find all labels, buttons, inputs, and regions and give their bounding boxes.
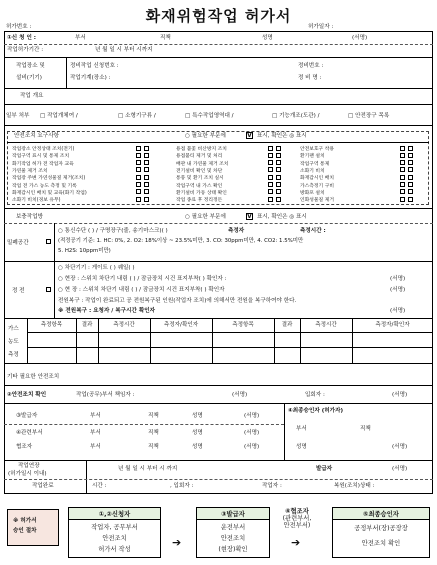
checklist-checkbox[interactable] <box>136 167 141 172</box>
checklist-checkbox[interactable] <box>144 153 149 158</box>
checklist-checkbox[interactable] <box>408 167 413 172</box>
gas-tester: 측정자 <box>228 228 245 234</box>
work-type-3: □ 특수작업영역대 / <box>185 113 234 119</box>
electric-line-2: ○ 현장 : 스위치 차단기 내림 ( ) / 잠금장치 시건 표지부착( ) 확인자 : <box>58 276 227 282</box>
safety-legend: ○ 필요한 부문에 <box>185 133 226 139</box>
checklist-item-label: 용접불티 제거 및 처리 <box>176 154 223 160</box>
checklist-item-label: 전기설비 확인 및 차단 <box>176 168 223 174</box>
flow-step-issuer-line-3: (현장)확인 <box>218 546 248 553</box>
checklist-checkbox[interactable] <box>408 189 413 194</box>
maint-number: 정비번호 : <box>298 63 324 69</box>
checklist-checkbox[interactable] <box>268 197 273 202</box>
gas-table-header: 측정시간 <box>315 322 337 328</box>
flow-step-applicant-head: ①,②신청자 <box>69 508 160 520</box>
checklist-checkbox[interactable] <box>268 182 273 187</box>
checklist-checkbox[interactable] <box>144 197 149 202</box>
gas-table-header: 측정항목 <box>40 322 63 328</box>
issuer-name: 성명 <box>192 413 203 419</box>
checklist-checkbox[interactable] <box>136 153 141 158</box>
supervisor-legend: ○ 필요한 부문에 <box>185 214 226 220</box>
completion-time: 시간 : <box>92 483 107 489</box>
checklist-checkbox[interactable] <box>268 189 273 194</box>
checklist-item-label: 가스측정기 구비 <box>300 183 334 189</box>
approver-name: 성명 <box>296 444 307 450</box>
procedure-label-2: 승인 절차 <box>13 528 37 534</box>
extension-issuer: 발급자 <box>316 466 333 472</box>
related-name-2: 성명 <box>192 444 203 450</box>
checklist-item-label: 작업 전 가스 농도 측정 및 기록 <box>12 183 77 189</box>
completion-witness: , 입회자 : <box>170 483 194 489</box>
electric-checkbox[interactable] <box>46 287 51 292</box>
issuer-position: 직책 <box>148 413 159 419</box>
extension-text: 년 월 일 시 부터 시 까지 <box>118 466 178 472</box>
gas-table-header: 결과 <box>281 322 293 328</box>
work-type-label: 일부 처부 <box>6 113 30 119</box>
period-label: 작업허가기간 : <box>7 47 44 53</box>
applicant-name: 성명 <box>262 35 273 41</box>
checklist-item-label: 작업장 주변 가연성물질 제거(조치) <box>12 176 86 182</box>
maint-name: 정 비 명 : <box>298 75 322 81</box>
checklist-checkbox[interactable] <box>268 153 273 158</box>
gas-measure-time: 측정시간 : <box>300 228 326 234</box>
safety-confirm-text: 작업(공무)부서 책임자 : <box>76 392 135 398</box>
work-place-label-2: 설비(기기) <box>16 75 42 81</box>
checklist-checkbox[interactable] <box>400 167 405 172</box>
safety-confirm-sign: (서명) <box>232 392 248 398</box>
checklist-checkbox[interactable] <box>400 175 405 180</box>
work-equipment: 작업기계(장소) : <box>70 75 111 81</box>
checklist-checkbox[interactable] <box>276 175 281 180</box>
checklist-item-label: 화재감시인 배치 및 교육(화기 작업) <box>12 190 87 196</box>
checklist-checkbox[interactable] <box>144 160 149 165</box>
checklist-checkbox[interactable] <box>400 160 405 165</box>
checklist-checkbox[interactable] <box>144 167 149 172</box>
checklist-item-label: 가연물 제거 조치 <box>12 168 48 174</box>
checklist-checkbox[interactable] <box>276 160 281 165</box>
gas-table-header: 측정자/확인자 <box>375 322 410 328</box>
related-label: ④관련부서 <box>16 430 43 436</box>
extension-sign: (서명) <box>392 466 408 472</box>
approval-date-label: 허가일자 : <box>308 24 334 30</box>
flow-step-approver <box>332 507 430 558</box>
gas-table-label-1: 가스 <box>8 326 19 332</box>
gas-table-label-3: 측정 <box>8 352 19 358</box>
checklist-checkbox[interactable] <box>400 182 405 187</box>
work-type-4: □ 기능개조(도관) / <box>272 113 320 119</box>
checklist-checkbox[interactable] <box>400 197 405 202</box>
flow-step-approver-line-1: 공정부서(장)공장장 <box>354 525 408 532</box>
related-label-2: 협조자 <box>16 444 33 450</box>
flow-step-cooperator-head: ④협조자 <box>285 508 309 515</box>
gas-line-1: ○ 통신수단 ( ) / 구명장구(줄, 송기마스크)( ) <box>58 228 168 234</box>
checklist-checkbox[interactable] <box>268 146 273 151</box>
electric-sign-1: (서명) <box>390 276 406 282</box>
check-mark-sample: V <box>247 132 252 139</box>
permit-number-label: 허가번호 : <box>6 24 32 30</box>
checklist-checkbox[interactable] <box>144 146 149 151</box>
issuer-sign: (서명) <box>244 413 260 419</box>
safety-requirements-label: 안전조치 요구사항 <box>14 133 60 139</box>
electric-label: 정 전 <box>12 288 25 294</box>
related-dept: 부서 <box>90 430 101 436</box>
approver-dept: 부서 <box>296 426 307 432</box>
checklist-checkbox[interactable] <box>136 182 141 187</box>
checklist-item-label: 소화기 비치 <box>300 168 325 174</box>
gas-table-header: 측정자/확인자 <box>163 322 199 328</box>
flow-arrow-1: ➔ <box>172 536 182 549</box>
supervisor-legend-2: 표시, 확인은 ◎ 표시 <box>257 214 307 220</box>
flow-step-issuer <box>196 507 270 558</box>
approver-sign: (서명) <box>392 444 408 450</box>
related-position: 직책 <box>148 430 159 436</box>
confined-space-checkbox[interactable] <box>46 239 51 244</box>
related-sign: (서명) <box>244 430 260 436</box>
flow-step-applicant-line-2: 안전조치 <box>102 535 127 542</box>
gas-line-3: 5. H2S: 10ppm미만) <box>58 248 111 254</box>
work-type-5: □ 안전장구 목록 <box>348 113 390 119</box>
checklist-checkbox[interactable] <box>136 189 141 194</box>
flow-step-applicant-line-3: 허가서 작성 <box>98 546 131 553</box>
electric-line-3: ○ 현 장 : 스위치 차단기 내림 ( ) / 잠금장치 시건 표지부착( ) 확인자 <box>58 287 225 293</box>
checklist-item-label: 화재감시인 배치 <box>300 176 334 182</box>
approver-label: ④최종승인자 (허가자) <box>288 408 344 414</box>
flow-step-approver-head: ⑤최종승인자 <box>333 508 429 520</box>
checklist-checkbox[interactable] <box>268 167 273 172</box>
flow-step-applicant-line-1: 작업자, 공무부서 <box>91 524 138 531</box>
checklist-checkbox[interactable] <box>268 160 273 165</box>
work-summary-label: 작업 개요 <box>20 93 44 99</box>
checklist-checkbox[interactable] <box>276 146 281 151</box>
gas-table-header: 측정항목 <box>232 322 254 328</box>
flow-step-issuer-line-2: 안전조치 <box>220 535 246 542</box>
safety-confirm-label: ②안전조치 확인 <box>7 392 47 398</box>
checklist-item-label: 작업장소 안정상태 조치(전기) <box>12 147 75 152</box>
flow-step-approver-line-2: 안전조치 확인 <box>361 540 401 547</box>
checklist-item-label: 화기작업 허가 전 작업자 교육 <box>12 161 74 167</box>
related-sign-2: (서명) <box>244 444 260 450</box>
electric-line-1: ○ 차단기기 : 게이트 ( ) 퀘일( ) <box>58 265 135 271</box>
related-position-2: 직책 <box>148 444 159 450</box>
checklist-checkbox[interactable] <box>400 153 405 158</box>
checklist-checkbox[interactable] <box>276 189 281 194</box>
procedure-label: ※ 허가서 <box>13 518 37 524</box>
completion-worker: 작업자 : <box>262 483 282 489</box>
checklist-checkbox[interactable] <box>136 175 141 180</box>
electric-line-5: ※ 전원복구 : 요청자 / 복구시간 확인자 <box>58 308 156 314</box>
flow-step-cooperator-line-2: 안전부서) <box>283 522 311 530</box>
checklist-checkbox[interactable] <box>276 182 281 187</box>
checklist-item-label: 안전보호구 착용 <box>300 147 334 152</box>
approver-position: 직책 <box>360 426 371 432</box>
page-title: 화재위험작업 허가서 <box>145 7 292 25</box>
checklist-checkbox[interactable] <box>136 146 141 151</box>
flow-step-applicant <box>68 507 161 558</box>
flow-step-cooperator-line-1: (관련부서, <box>282 515 312 523</box>
gas-table-header: 측정시간 <box>113 322 135 328</box>
checklist-checkbox[interactable] <box>408 160 413 165</box>
checklist-item-label: 환기팬 설치 <box>300 154 325 160</box>
other-safety-label: 기타 필요한 안전조치 <box>7 374 60 380</box>
work-place-label: 작업장소 및 <box>16 63 45 69</box>
electric-sign-3: (서명) <box>390 308 406 314</box>
checklist-item-label: 작업구역 내 가스 확인 <box>176 183 223 189</box>
supervisor-label: 보충작업방 <box>16 214 44 220</box>
checklist-item-label: 통풍 및 환기 조치 실시 <box>176 176 224 182</box>
flow-step-cooperator <box>277 508 317 530</box>
checklist-checkbox[interactable] <box>136 160 141 165</box>
safety-confirm-witness: 입회자 : <box>305 392 325 398</box>
extension-label-2: (허가일시 이내) <box>8 471 47 477</box>
checklist-checkbox[interactable] <box>276 167 281 172</box>
check-mark-sample-2: V <box>247 213 252 220</box>
applicant-position: 직책 <box>160 35 171 41</box>
checklist-checkbox[interactable] <box>144 175 149 180</box>
checklist-checkbox[interactable] <box>400 146 405 151</box>
work-type-1: □ 작업개체여 / <box>40 113 78 119</box>
checklist-checkbox[interactable] <box>408 182 413 187</box>
gas-table-header: 결과 <box>81 322 93 328</box>
extension-label: 작업연장 <box>18 463 40 469</box>
completion-label: 작업완료 <box>32 483 54 489</box>
checklist-item-label: 작업 종료 후 정리정돈 <box>176 198 223 204</box>
electric-line-4: 전원복구 : 작업이 완료되고 공 전원복구된 인원(작업자 조치)에 의해서만 전원을 복구하여야 한다. <box>58 298 297 304</box>
issuer-label: ③발급자 <box>16 413 38 419</box>
flow-step-issuer-line-1: 운전부서 <box>220 524 246 531</box>
applicant-dept: 부서 <box>75 35 86 41</box>
checklist-checkbox[interactable] <box>136 197 141 202</box>
flow-step-issuer-head: ③발급자 <box>197 508 269 520</box>
related-dept-2: 부서 <box>90 444 101 450</box>
period-text: 년 월 일 시 부터 시까지 <box>95 47 153 53</box>
checklist-item-label: 배관 내 가연물 제거 조치 <box>176 161 229 167</box>
checklist-item-label: 인화성물질 제거 <box>300 198 334 204</box>
gas-table-label-2: 농도 <box>8 339 19 345</box>
flow-arrow-2: ➔ <box>291 536 301 549</box>
checklist-checkbox[interactable] <box>268 175 273 180</box>
checklist-checkbox[interactable] <box>276 153 281 158</box>
gas-line-2: (적정공기 기준: 1. HC: 0%, 2. O2: 18%이상 ~ 23.5%미만, 3. CO: 30ppm미만, 4. CO2: 1.5%미만 <box>58 238 304 244</box>
safety-confirm-sign-2: (서명) <box>392 392 408 398</box>
checklist-item-label: 방화포 설치 <box>300 190 325 196</box>
work-type-2: □ 소형기구류 / <box>118 113 156 119</box>
checklist-checkbox[interactable] <box>276 197 281 202</box>
electric-sign-2: (서명) <box>390 287 406 293</box>
checklist-checkbox[interactable] <box>400 189 405 194</box>
checklist-item-label: 작업구역 표시 및 통제 조치 <box>12 154 70 160</box>
related-name: 성명 <box>192 430 203 436</box>
issuer-dept: 부서 <box>90 413 101 419</box>
checklist-checkbox[interactable] <box>408 197 413 202</box>
checklist-checkbox[interactable] <box>408 153 413 158</box>
checklist-item-label: 소화기 비치(경보 유무) <box>12 198 61 204</box>
checklist-item-label: 환기설비 가동 상태 확인 <box>176 190 227 196</box>
checklist-checkbox[interactable] <box>144 182 149 187</box>
safety-legend-2: 표시, 확인은 ◎ 표시 <box>257 133 307 139</box>
checklist-checkbox[interactable] <box>144 189 149 194</box>
checklist-checkbox[interactable] <box>408 175 413 180</box>
checklist-checkbox[interactable] <box>408 146 413 151</box>
checklist-item-label: 용접 불꽃 비산방지 조치 <box>176 147 227 152</box>
confined-space-label: 밀폐공간 <box>7 240 29 246</box>
maint-request-no: 정비작업 신청번호 : <box>70 63 119 69</box>
completion-restore: 복원(조치)상태 : <box>334 483 375 489</box>
applicant-sign: (서명) <box>352 35 368 41</box>
checklist-item-label: 작업구역 통제 <box>300 161 330 167</box>
applicant-label: ①신 청 인 : <box>7 35 37 41</box>
